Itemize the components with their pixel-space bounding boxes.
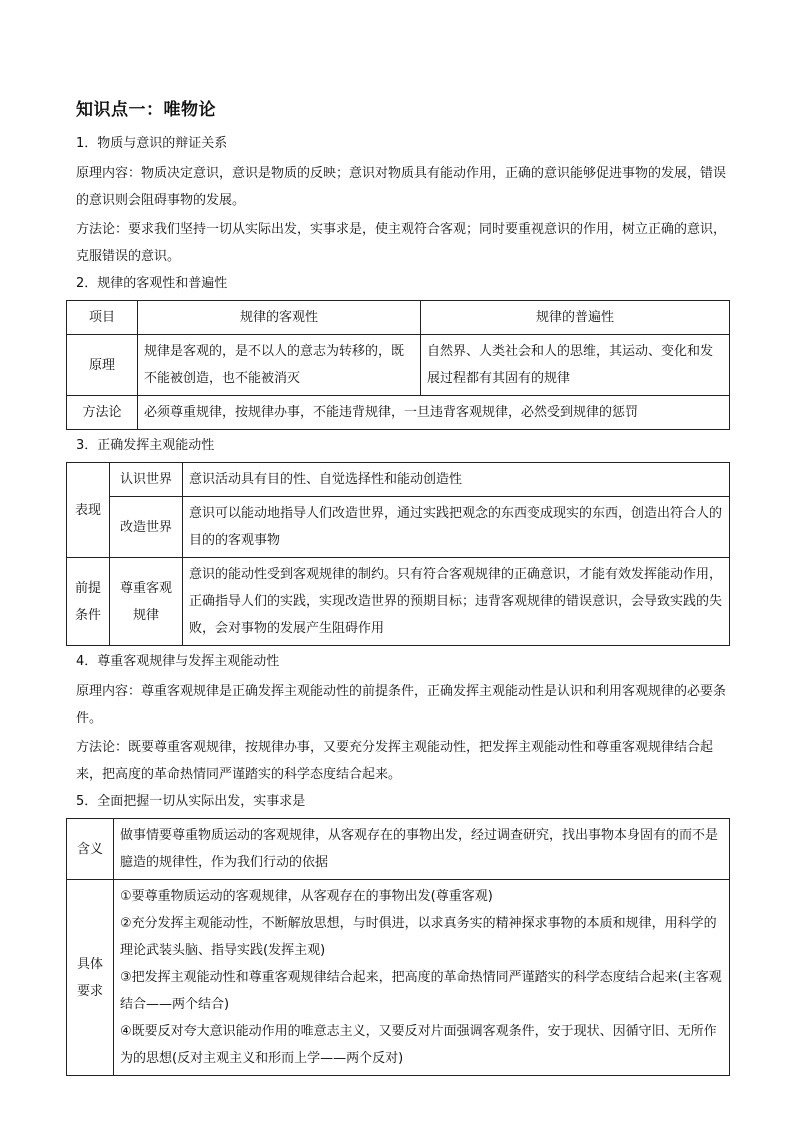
label-know-world: 认识世界 — [110, 463, 183, 497]
section-1-heading: 1．物质与意识的辩证关系 — [76, 136, 228, 151]
label-respect-law: 尊重客观规律 — [110, 558, 183, 646]
table-row — [67, 396, 730, 430]
table-row — [67, 335, 730, 396]
section-4-heading: 4．尊重客观规律与发挥主观能动性 — [76, 654, 280, 669]
group-label-precondition: 前提条件 — [67, 558, 110, 646]
label-change-world: 改造世界 — [110, 497, 183, 558]
label-requirements: 具体要求 — [67, 880, 114, 1076]
section-2-heading: 2．规律的客观性和普遍性 — [76, 276, 228, 291]
table-row — [67, 558, 730, 646]
cell-objectivity: 规律是客观的，是不以人的意志为转移的，既不能被创造，也不能被消灭 — [138, 335, 421, 396]
seek-truth-table — [66, 818, 730, 1076]
text-meaning: 做事情要尊重物质运动的客观规律，从客观存在的事物出发，经过调查研究，找出事物本身固有的而不是臆造的规律性，作为我们行动的依据 — [114, 819, 730, 880]
label-meaning: 含义 — [67, 819, 114, 880]
document-page — [66, 95, 730, 1082]
section-3-heading: 3．正确发挥主观能动性 — [76, 438, 215, 453]
section-4-principle: 原理内容：尊重客观规律是正确发挥主观能动性的前提条件，正确发挥主观能动性是认识和利用客观规律的必要条件。 — [76, 684, 727, 726]
text-know-world: 意识活动具有目的性、自觉选择性和能动创造性 — [183, 463, 730, 497]
requirement-1: ①要尊重物质运动的客观规律，从客观存在的事物出发(尊重客观) — [120, 889, 493, 904]
header-item: 项目 — [67, 301, 138, 335]
page-title: 知识点一：唯物论 — [76, 100, 216, 120]
law-table — [66, 300, 730, 430]
cell-method: 必须尊重规律，按规律办事，不能违背规律，一旦违背客观规律，必然受到规律的惩罚 — [138, 396, 730, 430]
table-row — [67, 819, 730, 880]
initiative-table — [66, 462, 730, 646]
table-row — [67, 463, 730, 497]
row-label-principle: 原理 — [67, 335, 138, 396]
requirements-cell — [114, 880, 730, 1076]
group-label-manifest: 表现 — [67, 463, 110, 558]
table-row — [67, 880, 730, 1076]
row-label-method: 方法论 — [67, 396, 138, 430]
requirement-3: ③把发挥主观能动性和尊重客观规律结合起来，把高度的革命热情同严谨踏实的科学态度结合起来(主客观结合——两个结合) — [120, 970, 722, 1012]
requirement-4: ④既要反对夸大意识能动作用的唯意志主义，又要反对片面强调客观条件，安于现状、因循守旧、无所作为的思想(反对主观主义和形而上学——两个反对) — [120, 1024, 717, 1066]
section-1-principle: 原理内容：物质决定意识，意识是物质的反映；意识对物质具有能动作用，正确的意识能够促进事物的发展，错误的意识则会阻碍事物的发展。 — [76, 166, 727, 208]
text-respect-law: 意识的能动性受到客观规律的制约。只有符合客观规律的正确意识，才能有效发挥能动作用，正确指导人们的实践，实现改造世界的预期目标；违背客观规律的错误意识，会导致实践的失败，会对事物的发展产生阻碍作用 — [183, 558, 730, 646]
text-change-world: 意识可以能动地指导人们改造世界，通过实践把观念的东西变成现实的东西，创造出符合人的目的的客观事物 — [183, 497, 730, 558]
header-objectivity: 规律的客观性 — [138, 301, 421, 335]
table-row — [67, 301, 730, 335]
section-4-method: 方法论：既要尊重客观规律，按规律办事，又要充分发挥主观能动性，把发挥主观能动性和尊重客观规律结合起来，把高度的革命热情同严谨踏实的科学态度结合起来。 — [76, 740, 714, 782]
table-row — [67, 497, 730, 558]
section-1-method: 方法论：要求我们坚持一切从实际出发，实事求是，使主观符合客观；同时要重视意识的作用，树立正确的意识，克服错误的意识。 — [76, 222, 727, 264]
requirement-2: ②充分发挥主观能动性，不断解放思想，与时俱进，以求真务实的精神探求事物的本质和规律，用科学的理论武装头脑、指导实践(发挥主观) — [120, 916, 717, 958]
cell-universality: 自然界、人类社会和人的思维，其运动、变化和发展过程都有其固有的规律 — [421, 335, 730, 396]
header-universality: 规律的普遍性 — [421, 301, 730, 335]
section-5-heading: 5．全面把握一切从实际出发，实事求是 — [76, 794, 306, 809]
